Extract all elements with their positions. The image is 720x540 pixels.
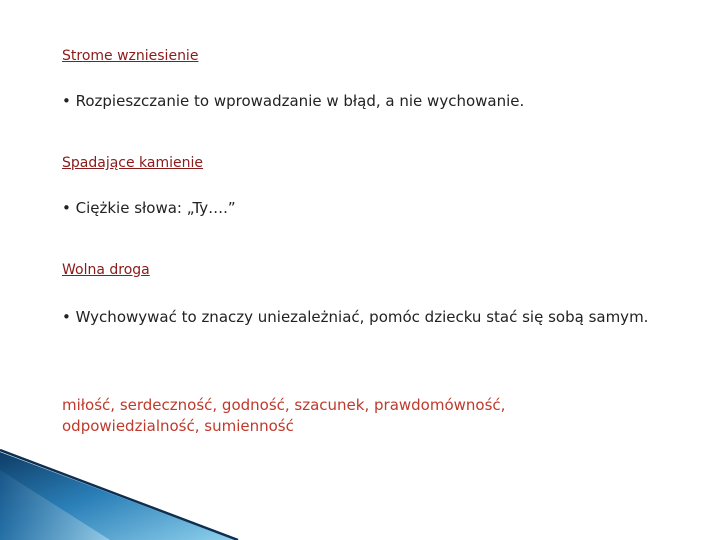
heading-spadajace-kamienie: Spadające kamienie bbox=[62, 155, 204, 171]
heading-wolna-droga: Wolna droga bbox=[62, 262, 150, 278]
bullet-ciezkie-slowa: • Ciężkie słowa: „Ty….” bbox=[62, 199, 236, 217]
values-list: miłość, serdeczność, godność, szacunek, prawdomówność, odpowiedzialność, sumienność bbox=[62, 396, 506, 435]
corner-swoosh-decoration bbox=[0, 440, 720, 540]
bullet-wychowywac: • Wychowywać to znaczy uniezależniać, pomóc dziecku stać się sobą samym. bbox=[62, 308, 649, 326]
heading-strome-wzniesienie: Strome wzniesienie bbox=[62, 48, 199, 64]
bullet-rozpieszczanie: • Rozpieszczanie to wprowadzanie w błąd, a nie wychowanie. bbox=[62, 92, 525, 110]
